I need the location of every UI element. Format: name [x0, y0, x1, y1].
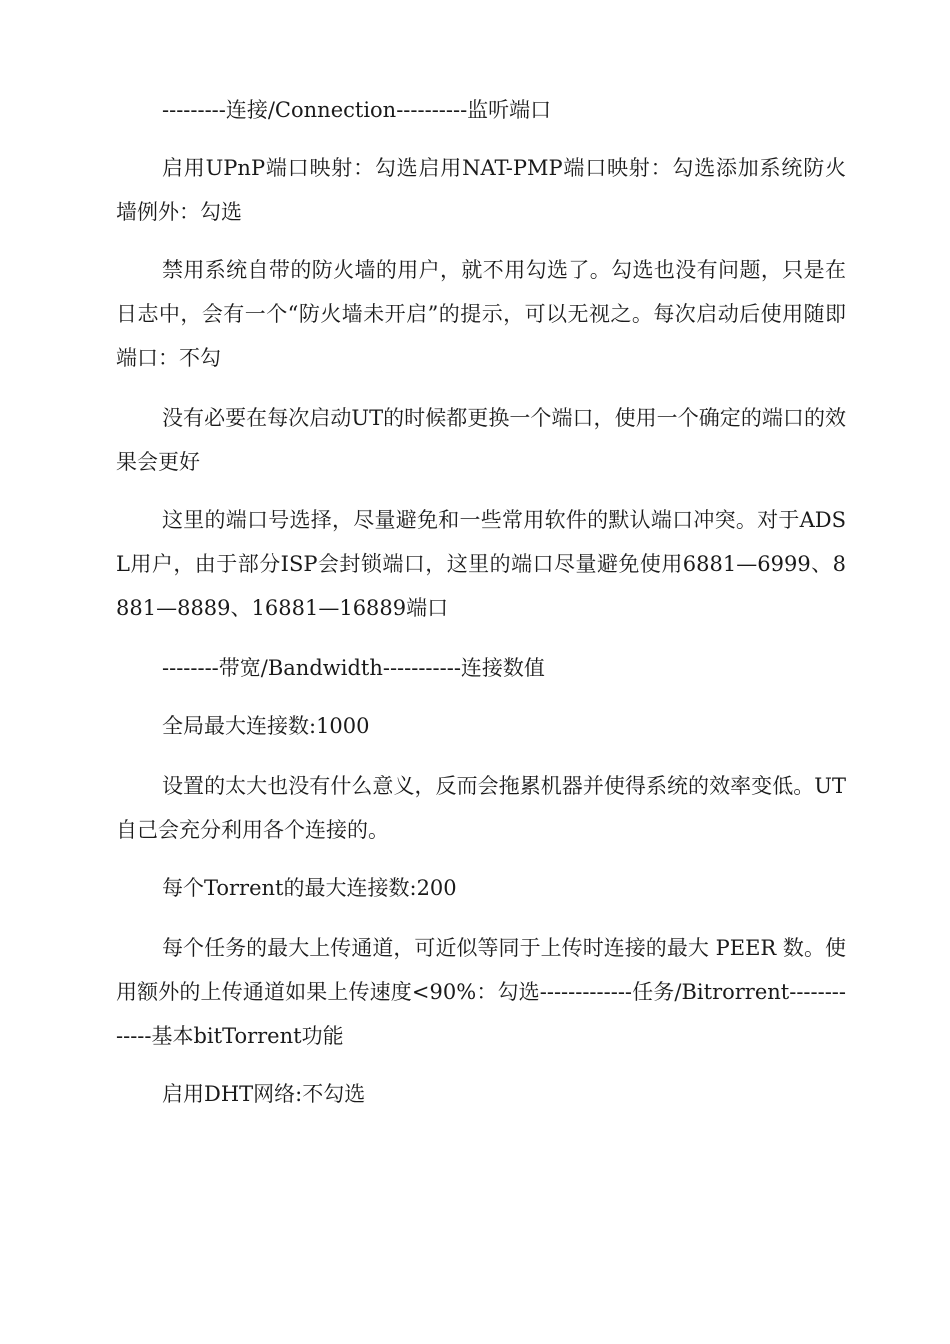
section-heading-bandwidth: --------带宽/Bandwidth-----------连接数值 [162, 656, 545, 680]
paragraph-upload-slots: 每个任务的最大上传通道，可近似等同于上传时连接的最大 PEER 数。使用额外的上传通道如果上传速度<90%：勾选-------------任务/Bitrorrent-------------基本bitTorrent功能 [116, 936, 846, 1048]
paragraph-global-max-connections: 全局最大连接数:1000 [162, 714, 370, 738]
paragraph-torrent-max-connections: 每个Torrent的最大连接数:200 [162, 876, 457, 900]
paragraph-connection-efficiency: 设置的太大也没有什么意义，反而会拖累机器并使得系统的效率变低。UT自己会充分利用各个连接的。 [116, 774, 846, 842]
paragraph-fixed-port: 没有必要在每次启动UT的时候都更换一个端口，使用一个确定的端口的效果会更好 [116, 406, 846, 474]
paragraph-firewall-note: 禁用系统自带的防火墙的用户，就不用勾选了。勾选也没有问题，只是在日志中，会有一个“防火墙未开启”的提示，可以无视之。每次启动后使用随即端口：不勾 [116, 258, 846, 370]
section-heading-connection: ---------连接/Connection----------监听端口 [162, 98, 552, 122]
paragraph-upnp-settings: 启用UPnP端口映射：勾选启用NAT-PMP端口映射：勾选添加系统防火墙例外：勾选 [116, 156, 846, 224]
paragraph-dht-network: 启用DHT网络:不勾选 [162, 1082, 366, 1106]
paragraph-port-choice: 这里的端口号选择，尽量避免和一些常用软件的默认端口冲突。对于ADSL用户，由于部分ISP会封锁端口，这里的端口尽量避免使用6881—6999、8881—8889、16881—16889端口 [116, 508, 846, 620]
